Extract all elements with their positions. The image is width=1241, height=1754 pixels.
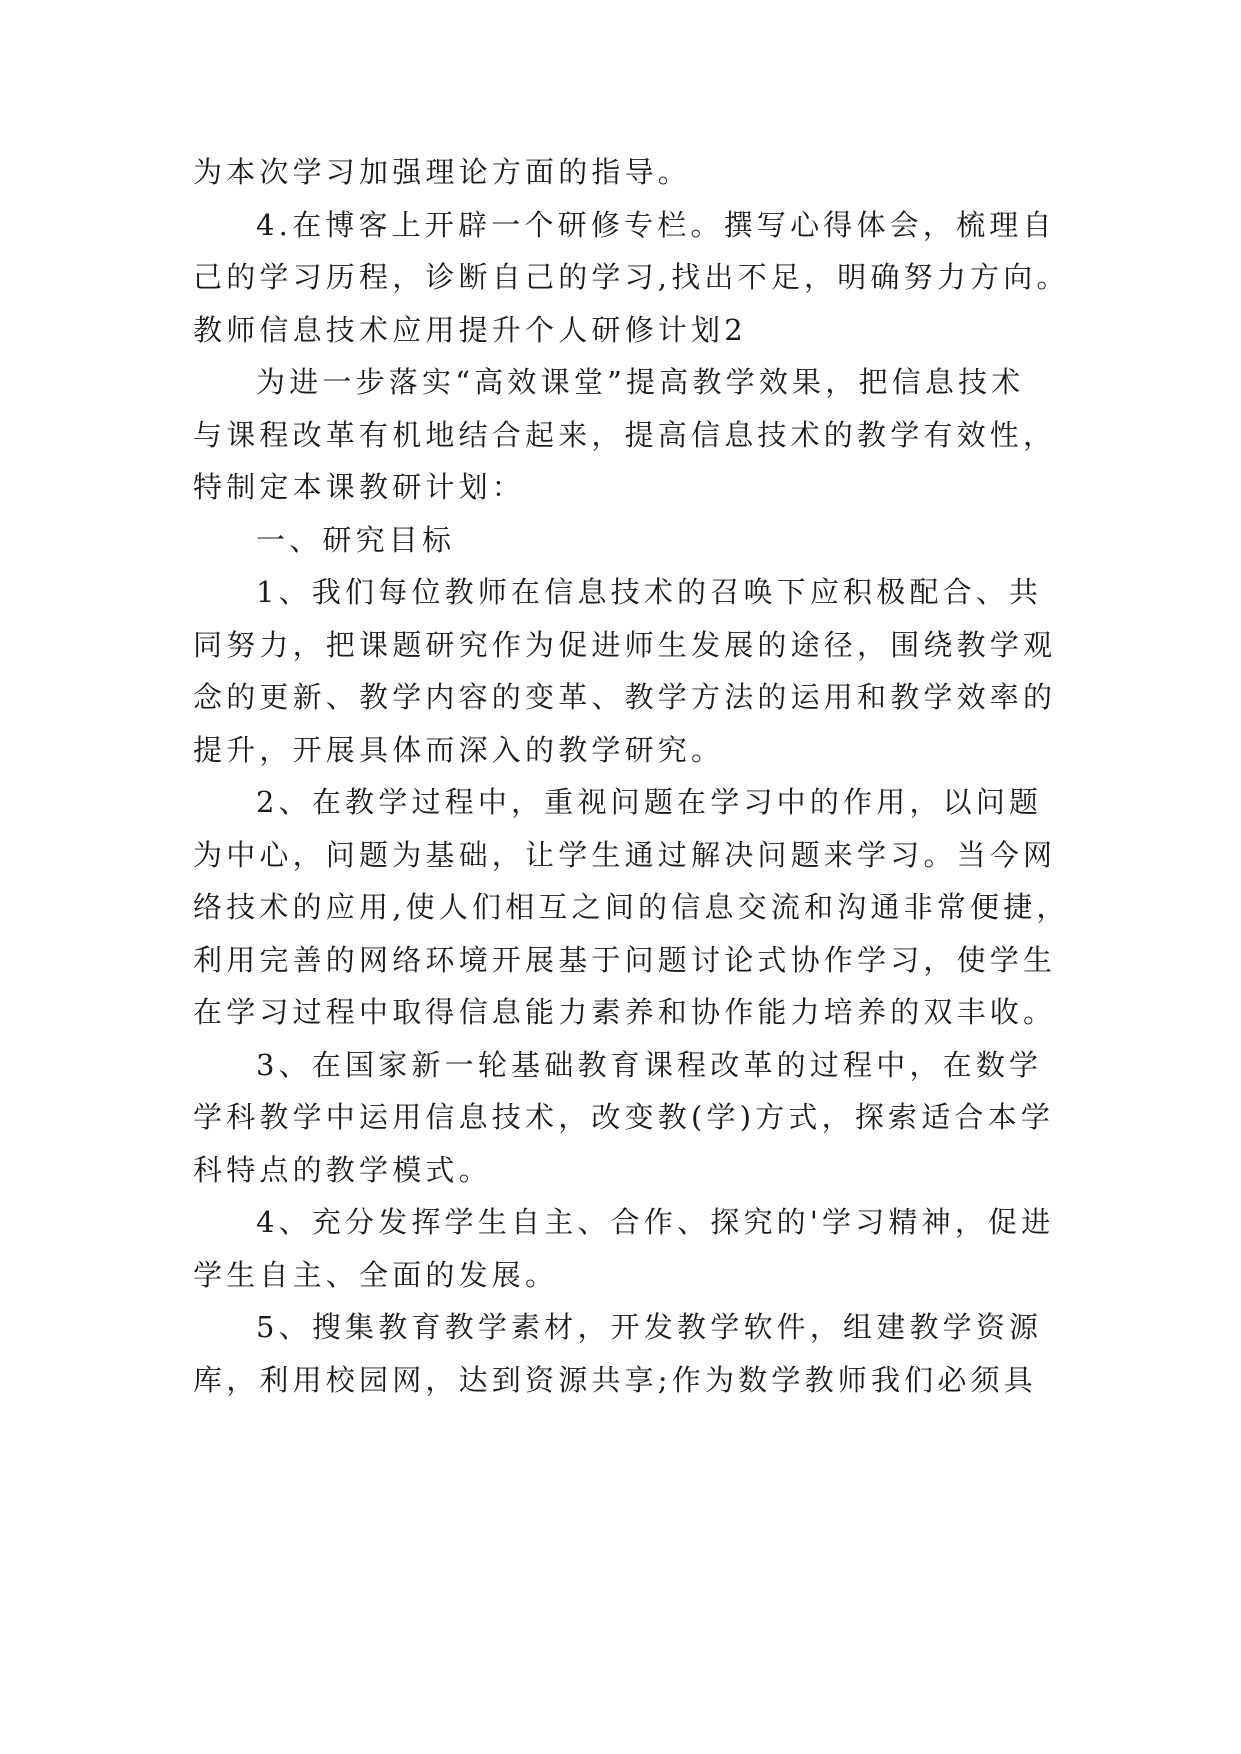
text-line: 为中心，问题为基础，让学生通过解决问题来学习。当今网: [193, 838, 1057, 872]
text-line: 库，利用校园网，达到资源共享;作为数学教师我们必须具: [193, 1363, 1037, 1397]
text-line: 1、我们每位教师在信息技术的召唤下应积极配合、共: [256, 575, 1043, 609]
section-title: 教师信息技术应用提升个人研修计划2: [193, 313, 747, 347]
text-line: 4.在博客上开辟一个研修专栏。撰写心得体会，梳理自: [256, 208, 1056, 242]
text-line: 学科教学中运用信息技术，改变教(学)方式，探索适合本学: [193, 1100, 1055, 1134]
text-line: 与课程改革有机地结合起来，提高信息技术的教学有效性，: [193, 418, 1057, 452]
text-line: 特制定本课教研计划：: [193, 470, 526, 504]
text-line: 3、在国家新一轮基础教育课程改革的过程中，在数学: [256, 1048, 1043, 1082]
section-heading: 一、研究目标: [256, 523, 456, 557]
text-line: 5、搜集教育教学素材，开发教学软件，组建教学资源: [256, 1310, 1043, 1344]
text-line: 利用完善的网络环境开展基于问题讨论式协作学习，使学生: [193, 943, 1057, 977]
text-line: 络技术的应用,使人们相互之间的信息交流和沟通非常便捷，: [193, 890, 1070, 924]
text-line: 2、在教学过程中，重视问题在学习中的作用，以问题: [256, 785, 1043, 819]
text-line: 己的学习历程，诊断自己的学习,找出不足，明确努力方向。: [193, 260, 1070, 294]
text-line: 提升，开展具体而深入的教学研究。: [193, 733, 725, 767]
text-line: 念的更新、教学内容的变革、教学方法的运用和教学效率的: [193, 680, 1057, 714]
text-line: 为本次学习加强理论方面的指导。: [193, 155, 692, 189]
text-line: 同努力，把课题研究作为促进师生发展的途径，围绕教学观: [193, 628, 1057, 662]
text-line: 为进一步落实“高效课堂”提高教学效果，把信息技术: [256, 365, 1025, 399]
text-line: 在学习过程中取得信息能力素养和协作能力培养的双丰收。: [193, 995, 1057, 1029]
text-line: 科特点的教学模式。: [193, 1153, 492, 1187]
text-line: 4、充分发挥学生自主、合作、探究的'学习精神，促进: [256, 1205, 1055, 1239]
text-line: 学生自主、全面的发展。: [193, 1258, 559, 1292]
